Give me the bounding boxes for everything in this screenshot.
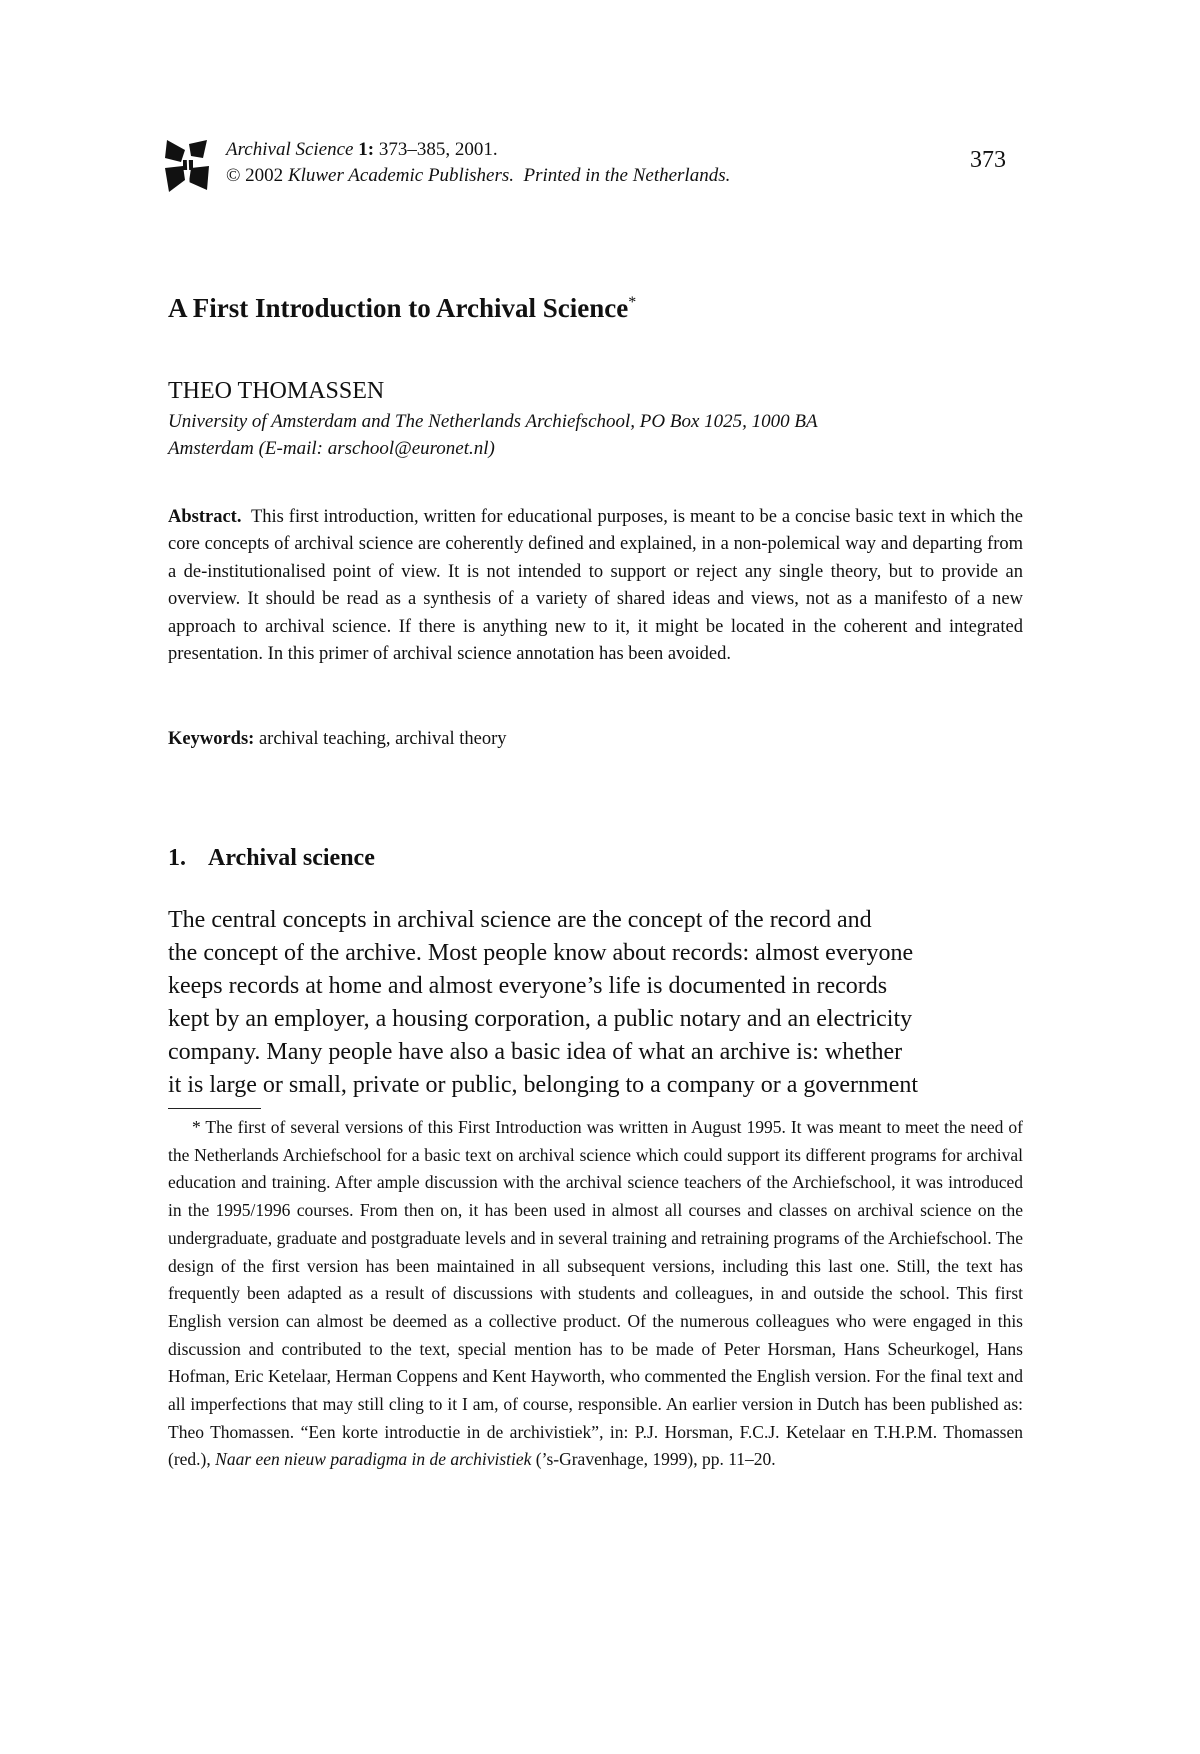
footnote-divider (168, 1108, 261, 1109)
journal-pages: 373–385, 2001. (378, 139, 498, 160)
body-line: The central concepts in archival science are the concept of the record and (168, 907, 872, 933)
abstract-label: Abstract. (168, 507, 242, 527)
abstract-text: This first introduction, written for educational purposes, is meant to be a concise basic text in which the core concepts of archival science are coherently defined and explained, in a non-polemical way and departing from a de-institutionalised point of view. It is not intended to support or reject any single theory, but to provide an overview. It should be read as a synthesis of a variety of shared ideas and views, not as a manifesto of a new approach to archival science. If there is anything new to it, it might be located in the coherent and integrated presentation. In this primer of archival science annotation has been avoided. (168, 507, 1023, 665)
kluwer-logo-icon (163, 138, 211, 194)
footnote-book-title: Naar een nieuw paradigma in de archivistiek (215, 1449, 532, 1470)
section-heading (168, 843, 375, 873)
affiliation-line: University of Amsterdam and The Netherlands Archiefschool, PO Box 1025, 1000 BA (168, 411, 818, 432)
footnote-marker: * (192, 1117, 201, 1137)
printed-in: Printed in the Netherlands. (523, 165, 731, 186)
body-line: kept by an employer, a housing corporation, a public notary and an electricity (168, 1006, 913, 1032)
affiliation-line: Amsterdam (E-mail: arschool@euronet.nl) (168, 438, 495, 459)
copyright-line (226, 164, 730, 188)
footnote (168, 1114, 1023, 1474)
journal-volume: 1: (358, 139, 375, 160)
keywords-label: Keywords: (168, 729, 255, 749)
page-number: 373 (970, 147, 1006, 173)
paper-title-text: A First Introduction to Archival Science (168, 293, 629, 323)
section-title: Archival science (208, 845, 375, 871)
body-line: company. Many people have also a basic idea of what an archive is: whether (168, 1039, 903, 1065)
title-footnote-marker[interactable]: * (628, 294, 637, 311)
keywords-text: archival teaching, archival theory (258, 729, 507, 749)
body-paragraph (168, 904, 1023, 1102)
author-affiliation (168, 408, 1038, 462)
journal-title: Archival Science (226, 139, 354, 160)
paper-title (168, 286, 636, 325)
copyright-prefix: © 2002 (226, 165, 288, 186)
author-name: THEO THOMASSEN (168, 378, 385, 404)
body-line: the concept of the archive. Most people know about records: almost everyone (168, 940, 914, 966)
keywords (168, 726, 507, 752)
journal-citation (226, 138, 498, 162)
publisher-name: Kluwer Academic Publishers. (287, 165, 514, 186)
body-line: it is large or small, private or public, belonging to a company or a government (168, 1072, 919, 1098)
abstract (168, 504, 1023, 668)
footnote-text: The first of several versions of this First Introduction was written in August 1995. It was meant to meet the need of the Netherlands Archiefschool for a basic text on archival science which could support its different programs for archival education and training. After ample discussion with the archival science teachers of the Archiefschool, it was introduced in the 1995/1996 courses. From then on, it has been used in almost all courses and classes on archival science on the undergraduate, graduate and postgraduate levels and in several training and retraining programs of the Archiefschool. The design of the first version has been maintained in all subsequent versions, including this last one. Still, the text has frequently been adapted as a result of discussions with students and colleagues, in and outside the school. This first English version can almost be deemed as a collective product. Of the numerous colleagues who were engaged in this discussion and contributed to the text, special mention has to be made of Peter Horsman, Hans Scheurkogel, Hans Hofman, Eric Ketelaar, Herman Coppens and Kent Hayworth, who commented the English version. For the final text and all imperfections that may still cling to it I am, of course, responsible. An earlier version in Dutch has been published as: Theo Thomassen. “Een korte introductie in de archivistiek”, in: P.J. Horsman, F.C.J. Ketelaar en T.H.P.M. Thomassen (red.), (168, 1117, 1023, 1470)
body-line: keeps records at home and almost everyone’s life is documented in records (168, 973, 888, 999)
footnote-text-end: (’s-Gravenhage, 1999), pp. 11–20. (535, 1449, 776, 1470)
section-number: 1. (168, 845, 186, 871)
